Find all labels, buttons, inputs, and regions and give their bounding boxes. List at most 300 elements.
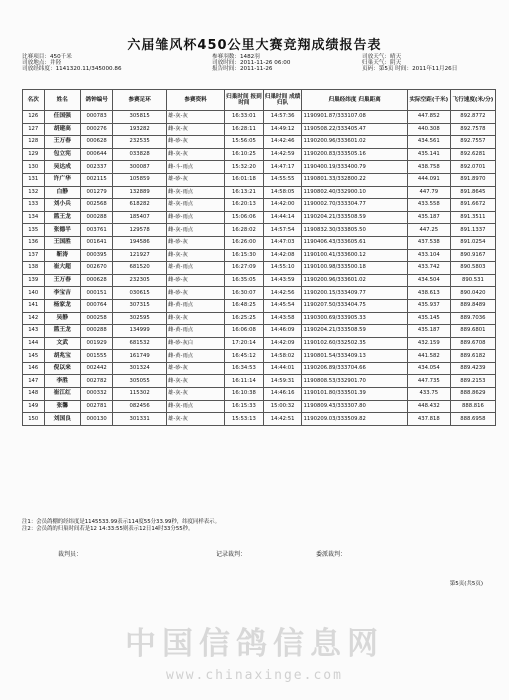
cell-coordinates: 1190200.96/333601.02 <box>302 136 407 149</box>
cell-ring: 681520 <box>113 262 167 275</box>
cell-coordinates: 1190832.30/333805.50 <box>302 224 407 237</box>
cell-ring: 301331 <box>113 413 167 426</box>
cell-coordinates: 1190200.96/333601.02 <box>302 274 407 287</box>
meta-item: 报告时间：2011-11-26 <box>212 66 273 73</box>
cell-return-time: 14:42:46 <box>263 136 302 149</box>
cell-speed: 891.8970 <box>450 173 495 186</box>
cell-rank: 135 <box>23 224 45 237</box>
cell-rank: 145 <box>23 350 45 363</box>
cell-distance: 437.818 <box>407 413 450 426</box>
cell-ring: 300087 <box>113 161 167 174</box>
table-row <box>23 148 496 161</box>
cell-clock-id: 003761 <box>81 224 113 237</box>
cell-name: 张馨 <box>44 400 81 413</box>
cell-ring: 232305 <box>113 274 167 287</box>
table-row <box>23 199 496 212</box>
cell-clock-id: 000151 <box>81 287 113 300</box>
table-row <box>23 337 496 350</box>
cell-bird-info: 雄-黄-雨点 <box>167 262 225 275</box>
cell-return-time: 15:00:32 <box>263 400 302 413</box>
cell-return-time: 14:42:51 <box>263 413 302 426</box>
cell-ring: 082456 <box>113 400 167 413</box>
cell-clock-id: 001641 <box>81 236 113 249</box>
cell-speed: 889.2153 <box>450 375 495 388</box>
footnotes <box>22 519 492 532</box>
cell-name: 崔江红 <box>44 388 81 401</box>
report-title: 六届雏风杯450公里大赛竞翔成绩报告表 <box>127 38 382 53</box>
cell-distance: 435.187 <box>407 211 450 224</box>
cell-speed: 892.7578 <box>450 123 495 136</box>
cell-report-time: 16:15:33 <box>225 400 264 413</box>
cell-speed: 892.0701 <box>450 161 495 174</box>
cell-return-time: 14:46:09 <box>263 325 302 338</box>
col-header-coordinates: 归巢经纬度 归巢距离 <box>302 90 407 111</box>
cell-bird-info: 雄-灰-雨点 <box>167 199 225 212</box>
cell-bird-info: 雌-黄-雨点 <box>167 325 225 338</box>
watermark-url: www.chinaxinge.com <box>166 668 343 683</box>
cell-return-time: 14:42:09 <box>263 337 302 350</box>
cell-coordinates: 1190508.22/333405.47 <box>302 123 407 136</box>
table-row <box>23 173 496 186</box>
meta-row <box>22 66 492 72</box>
cell-report-time: 16:13:21 <box>225 186 264 199</box>
col-header-speed: 飞行速度(米/分) <box>450 90 495 111</box>
cell-name: 王国胜 <box>44 236 81 249</box>
table-row <box>23 224 496 237</box>
cell-report-time: 16:35:05 <box>225 274 264 287</box>
cell-coordinates: 1190101.80/333501.39 <box>302 388 407 401</box>
cell-rank: 133 <box>23 199 45 212</box>
cell-rank: 147 <box>23 375 45 388</box>
cell-report-time: 16:01:18 <box>225 173 264 186</box>
cell-clock-id: 000644 <box>81 148 113 161</box>
cell-return-time: 14:58:05 <box>263 186 302 199</box>
cell-distance: 444.091 <box>407 173 450 186</box>
cell-coordinates: 1190100.98/333500.18 <box>302 262 407 275</box>
cell-report-time: 16:10:25 <box>225 148 264 161</box>
cell-coordinates: 1190206.89/333704.66 <box>302 362 407 375</box>
cell-rank: 127 <box>23 123 45 136</box>
cell-coordinates: 1190300.69/333905.33 <box>302 312 407 325</box>
cell-rank: 126 <box>23 111 45 124</box>
cell-clock-id: 000276 <box>81 123 113 136</box>
cell-clock-id: 000764 <box>81 299 113 312</box>
cell-speed: 891.0254 <box>450 236 495 249</box>
cell-coordinates: 1190802.40/332900.10 <box>302 186 407 199</box>
cell-ring: 193282 <box>113 123 167 136</box>
cell-bird-info: 雄-灰-灰 <box>167 388 225 401</box>
cell-return-time: 14:58:02 <box>263 350 302 363</box>
cell-name: 靳涛 <box>44 249 81 262</box>
cell-clock-id: 000628 <box>81 136 113 149</box>
cell-rank: 139 <box>23 274 45 287</box>
cell-coordinates: 1190102.60/332502.35 <box>302 337 407 350</box>
meta-item: 司放地点：井陉 <box>22 60 62 67</box>
cell-bird-info: 雌-灰-灰 <box>167 123 225 136</box>
cell-speed: 892.8772 <box>450 111 495 124</box>
cell-report-time: 16:45:12 <box>225 350 264 363</box>
cell-name: 吴达成 <box>44 161 81 174</box>
footnote: 注2：会员鸽的归巢时间若是12 14:33:55则表示12日14时33分55秒。 <box>22 525 194 532</box>
cell-speed: 888.8629 <box>450 388 495 401</box>
cell-speed: 889.6182 <box>450 350 495 363</box>
cell-return-time: 14:42:56 <box>263 287 302 300</box>
cell-clock-id: 000130 <box>81 413 113 426</box>
cell-name: 崔大超 <box>44 262 81 275</box>
cell-speed: 889.4239 <box>450 362 495 375</box>
cell-ring: 129578 <box>113 224 167 237</box>
race-meta <box>22 54 492 73</box>
cell-return-time: 14:42:00 <box>263 199 302 212</box>
cell-clock-id: 002115 <box>81 173 113 186</box>
cell-return-time: 14:44:14 <box>263 211 302 224</box>
recorder-label: 记录裁判： <box>216 551 247 558</box>
cell-distance: 434.504 <box>407 274 450 287</box>
cell-distance: 447.852 <box>407 111 450 124</box>
cell-name: 胡兆宝 <box>44 350 81 363</box>
col-header-report-time: 归巢时间 报到时间 <box>225 90 264 111</box>
cell-bird-info: 雌-灰-雨点 <box>167 400 225 413</box>
table-row <box>23 249 496 262</box>
cell-rank: 131 <box>23 173 45 186</box>
cell-rank: 146 <box>23 362 45 375</box>
page-number: 第5页(共5页) <box>449 581 483 587</box>
cell-return-time: 14:57:54 <box>263 224 302 237</box>
cell-clock-id: 002337 <box>81 161 113 174</box>
cell-bird-info: 雌-斗-雨点 <box>167 161 225 174</box>
cell-rank: 148 <box>23 388 45 401</box>
cell-bird-info: 雄-砂-灰 <box>167 362 225 375</box>
cell-coordinates: 1190100.41/333600.12 <box>302 249 407 262</box>
cell-distance: 447.735 <box>407 375 450 388</box>
cell-name: 许广华 <box>44 173 81 186</box>
cell-ring: 185407 <box>113 211 167 224</box>
table-row <box>23 186 496 199</box>
cell-speed: 889.6708 <box>450 337 495 350</box>
meta-item: 司放时间：2011-11-26 06:00 <box>212 60 291 67</box>
cell-rank: 137 <box>23 249 45 262</box>
cell-name: 王万春 <box>44 274 81 287</box>
cell-speed: 891.8645 <box>450 186 495 199</box>
cell-rank: 129 <box>23 148 45 161</box>
cell-bird-info: 雌-灰-雨点 <box>167 186 225 199</box>
cell-report-time: 16:26:00 <box>225 236 264 249</box>
cell-report-time: 16:34:53 <box>225 362 264 375</box>
cell-report-time: 15:06:06 <box>225 211 264 224</box>
cell-clock-id: 002781 <box>81 400 113 413</box>
cell-name: 篮王龙 <box>44 325 81 338</box>
cell-speed: 892.7557 <box>450 136 495 149</box>
cell-name: 任国强 <box>44 111 81 124</box>
col-header-distance: 实际空距(千米) <box>407 90 450 111</box>
cell-clock-id: 002670 <box>81 262 113 275</box>
table-row <box>23 211 496 224</box>
cell-speed: 888.6958 <box>450 413 495 426</box>
cell-clock-id: 002442 <box>81 362 113 375</box>
cell-ring: 305815 <box>113 111 167 124</box>
table-row <box>23 161 496 174</box>
cell-distance: 437.538 <box>407 236 450 249</box>
cell-bird-info: 雌-砂-灰 <box>167 287 225 300</box>
cell-report-time: 16:27:09 <box>225 262 264 275</box>
cell-ring: 232535 <box>113 136 167 149</box>
meta-item: 参赛羽数：1482羽 <box>212 54 260 60</box>
cell-ring: 194586 <box>113 236 167 249</box>
cell-speed: 891.3511 <box>450 211 495 224</box>
cell-return-time: 14:47:17 <box>263 161 302 174</box>
cell-speed: 891.6672 <box>450 199 495 212</box>
cell-return-time: 14:42:59 <box>263 148 302 161</box>
cell-bird-info: 雌-黄-雨点 <box>167 299 225 312</box>
table-row <box>23 123 496 136</box>
cell-rank: 136 <box>23 236 45 249</box>
cell-name: 包立宪 <box>44 148 81 161</box>
cell-bird-info: 雌-砂-灰 <box>167 136 225 149</box>
cell-clock-id: 001929 <box>81 337 113 350</box>
cell-clock-id: 000395 <box>81 249 113 262</box>
cell-clock-id: 001279 <box>81 186 113 199</box>
meta-item: 归巢天气：阴天 <box>362 60 402 67</box>
table-row <box>23 299 496 312</box>
cell-name: 篮王龙 <box>44 211 81 224</box>
cell-return-time: 14:49:12 <box>263 123 302 136</box>
cell-bird-info: 雌-灰-雨点 <box>167 224 225 237</box>
cell-report-time: 17:20:14 <box>225 337 264 350</box>
cell-bird-info: 雌-黄-雨点 <box>167 350 225 363</box>
cell-rank: 149 <box>23 400 45 413</box>
cell-clock-id: 000288 <box>81 211 113 224</box>
cell-return-time: 14:43:58 <box>263 312 302 325</box>
cell-speed: 888.816 <box>450 400 495 413</box>
cell-clock-id: 000258 <box>81 312 113 325</box>
cell-rank: 130 <box>23 161 45 174</box>
table-row <box>23 375 496 388</box>
table-row <box>23 400 496 413</box>
cell-distance: 435.141 <box>407 148 450 161</box>
cell-name: 吴静 <box>44 312 81 325</box>
cell-bird-info: 雌-砂-灰 <box>167 274 225 287</box>
cell-name: 刘国良 <box>44 413 81 426</box>
cell-distance: 435.937 <box>407 299 450 312</box>
cell-speed: 891.1337 <box>450 224 495 237</box>
cell-speed: 890.5803 <box>450 262 495 275</box>
cell-report-time: 16:28:11 <box>225 123 264 136</box>
col-header-clock-id: 鸽钟编号 <box>81 90 113 111</box>
table-row <box>23 274 496 287</box>
footnote: 注1：会员鸽棚的经纬度是1145533.99表示114度55分33.99秒，纬度同样表示。 <box>22 519 220 525</box>
cell-distance: 435.187 <box>407 325 450 338</box>
cell-distance: 448.432 <box>407 400 450 413</box>
cell-distance: 432.159 <box>407 337 450 350</box>
cell-distance: 433.558 <box>407 199 450 212</box>
cell-ring: 618282 <box>113 199 167 212</box>
table-row <box>23 236 496 249</box>
cell-clock-id: 000288 <box>81 325 113 338</box>
cell-distance: 435.145 <box>407 312 450 325</box>
cell-ring: 030615 <box>113 287 167 300</box>
cell-distance: 434.561 <box>407 136 450 149</box>
cell-rank: 134 <box>23 211 45 224</box>
cell-bird-info: 雌-砂-灰白 <box>167 337 225 350</box>
cell-report-time: 16:33:01 <box>225 111 264 124</box>
col-header-name: 姓名 <box>44 90 81 111</box>
cell-distance: 438.613 <box>407 287 450 300</box>
cell-distance: 440.308 <box>407 123 450 136</box>
referee-label: 裁判员： <box>58 551 83 558</box>
cell-ring: 681532 <box>113 337 167 350</box>
cell-name: 文武 <box>44 337 81 350</box>
cell-speed: 889.7036 <box>450 312 495 325</box>
cell-rank: 128 <box>23 136 45 149</box>
table-row <box>23 287 496 300</box>
col-header-bird-info: 参赛资料 <box>167 90 225 111</box>
cell-ring: 033828 <box>113 148 167 161</box>
cell-ring: 132889 <box>113 186 167 199</box>
cell-coordinates: 1190406.43/333605.61 <box>302 236 407 249</box>
cell-report-time: 16:11:14 <box>225 375 264 388</box>
table-row <box>23 350 496 363</box>
cell-distance: 433.742 <box>407 262 450 275</box>
cell-clock-id: 000783 <box>81 111 113 124</box>
table-row <box>23 136 496 149</box>
cell-rank: 144 <box>23 337 45 350</box>
cell-rank: 143 <box>23 325 45 338</box>
cell-distance: 433.104 <box>407 249 450 262</box>
cell-speed: 889.6801 <box>450 325 495 338</box>
cell-coordinates: 1190801.33/332800.22 <box>302 173 407 186</box>
cell-clock-id: 000628 <box>81 274 113 287</box>
cell-distance: 433.75 <box>407 388 450 401</box>
cell-report-time: 16:48:25 <box>225 299 264 312</box>
col-header-ring: 参赛足环 <box>113 90 167 111</box>
cell-return-time: 14:45:54 <box>263 299 302 312</box>
cell-rank: 142 <box>23 312 45 325</box>
cell-return-time: 14:42:08 <box>263 249 302 262</box>
cell-distance: 438.758 <box>407 161 450 174</box>
cell-name: 李胜 <box>44 375 81 388</box>
cell-coordinates: 1190207.50/333404.75 <box>302 299 407 312</box>
cell-ring: 301324 <box>113 362 167 375</box>
cell-name: 白静 <box>44 186 81 199</box>
table-row <box>23 325 496 338</box>
cell-bird-info: 雌-灰-灰 <box>167 148 225 161</box>
cell-return-time: 14:46:16 <box>263 388 302 401</box>
cell-distance: 434.054 <box>407 362 450 375</box>
cell-bird-info: 雄-灰-灰 <box>167 413 225 426</box>
cell-coordinates: 1190200.15/333409.77 <box>302 287 407 300</box>
cell-return-time: 14:44:01 <box>263 362 302 375</box>
cell-coordinates: 1190200.83/333505.16 <box>302 148 407 161</box>
cell-bird-info: 雌-砂-灰 <box>167 236 225 249</box>
cell-coordinates: 1190808.53/332901.70 <box>302 375 407 388</box>
cell-report-time: 16:20:13 <box>225 199 264 212</box>
cell-speed: 889.8489 <box>450 299 495 312</box>
cell-rank: 150 <box>23 413 45 426</box>
cell-return-time: 14:43:59 <box>263 274 302 287</box>
cell-name: 张德半 <box>44 224 81 237</box>
cell-report-time: 15:56:05 <box>225 136 264 149</box>
cell-bird-info: 雌-灰-灰 <box>167 249 225 262</box>
cell-report-time: 16:28:02 <box>225 224 264 237</box>
results-table <box>22 89 496 426</box>
table-row <box>23 413 496 426</box>
watermark-text: 中国信鸽信息网 <box>125 626 384 662</box>
cell-rank: 141 <box>23 299 45 312</box>
cell-coordinates: 1190204.21/333508.59 <box>302 325 407 338</box>
cell-return-time: 14:55:55 <box>263 173 302 186</box>
cell-name: 胡建高 <box>44 123 81 136</box>
cell-clock-id: 000332 <box>81 388 113 401</box>
cell-ring: 134999 <box>113 325 167 338</box>
table-row <box>23 111 496 124</box>
cell-clock-id: 001555 <box>81 350 113 363</box>
cell-name: 刘小兵 <box>44 199 81 212</box>
cell-report-time: 16:10:38 <box>225 388 264 401</box>
cell-rank: 140 <box>23 287 45 300</box>
cell-coordinates: 1190400.19/333400.79 <box>302 161 407 174</box>
meta-item: 页码：第5页 时间：2011年11月26日 <box>362 66 458 73</box>
cell-bird-info: 雄-灰-灰 <box>167 111 225 124</box>
cell-distance: 447.79 <box>407 186 450 199</box>
cell-name: 王万春 <box>44 136 81 149</box>
cell-ring: 121927 <box>113 249 167 262</box>
cell-return-time: 14:47:03 <box>263 236 302 249</box>
table-header-row <box>23 90 496 111</box>
cell-coordinates: 1190801.54/333409.13 <box>302 350 407 363</box>
cell-distance: 441.582 <box>407 350 450 363</box>
cell-report-time: 15:32:20 <box>225 161 264 174</box>
cell-ring: 302595 <box>113 312 167 325</box>
cell-speed: 892.6281 <box>450 148 495 161</box>
table-row <box>23 362 496 375</box>
cell-coordinates: 1190209.03/333509.82 <box>302 413 407 426</box>
cell-coordinates: 1190901.87/333107.08 <box>302 111 407 124</box>
cell-report-time: 16:25:25 <box>225 312 264 325</box>
cell-coordinates: 1190204.21/333508.59 <box>302 211 407 224</box>
cell-report-time: 16:15:30 <box>225 249 264 262</box>
table-row <box>23 312 496 325</box>
cell-distance: 447.25 <box>407 224 450 237</box>
cell-rank: 138 <box>23 262 45 275</box>
cell-bird-info: 雌-砂-雨点 <box>167 211 225 224</box>
table-row <box>23 262 496 275</box>
cell-coordinates: 1190809.43/333307.80 <box>302 400 407 413</box>
cell-speed: 890.531 <box>450 274 495 287</box>
committee-label: 委派裁判： <box>316 551 347 558</box>
col-header-return-time: 归巢时间 成绩归队 <box>263 90 302 111</box>
cell-report-time: 16:30:07 <box>225 287 264 300</box>
cell-speed: 890.0420 <box>450 287 495 300</box>
table-row <box>23 388 496 401</box>
cell-ring: 307315 <box>113 299 167 312</box>
cell-clock-id: 002782 <box>81 375 113 388</box>
cell-ring: 161749 <box>113 350 167 363</box>
cell-return-time: 14:59:31 <box>263 375 302 388</box>
cell-rank: 132 <box>23 186 45 199</box>
meta-item: 司放经纬度：1141320.11/345000.86 <box>22 66 122 73</box>
cell-ring: 105859 <box>113 173 167 186</box>
col-header-rank: 名次 <box>23 90 45 111</box>
cell-return-time: 14:57:36 <box>263 111 302 124</box>
results-body <box>23 111 496 426</box>
cell-clock-id: 002568 <box>81 199 113 212</box>
cell-coordinates: 1190002.70/333304.77 <box>302 199 407 212</box>
cell-name: 杨家龙 <box>44 299 81 312</box>
meta-item: 司放天气：晴天 <box>362 54 402 60</box>
cell-bird-info: 雌-灰-灰 <box>167 312 225 325</box>
cell-report-time: 15:53:13 <box>225 413 264 426</box>
cell-name: 倪以来 <box>44 362 81 375</box>
